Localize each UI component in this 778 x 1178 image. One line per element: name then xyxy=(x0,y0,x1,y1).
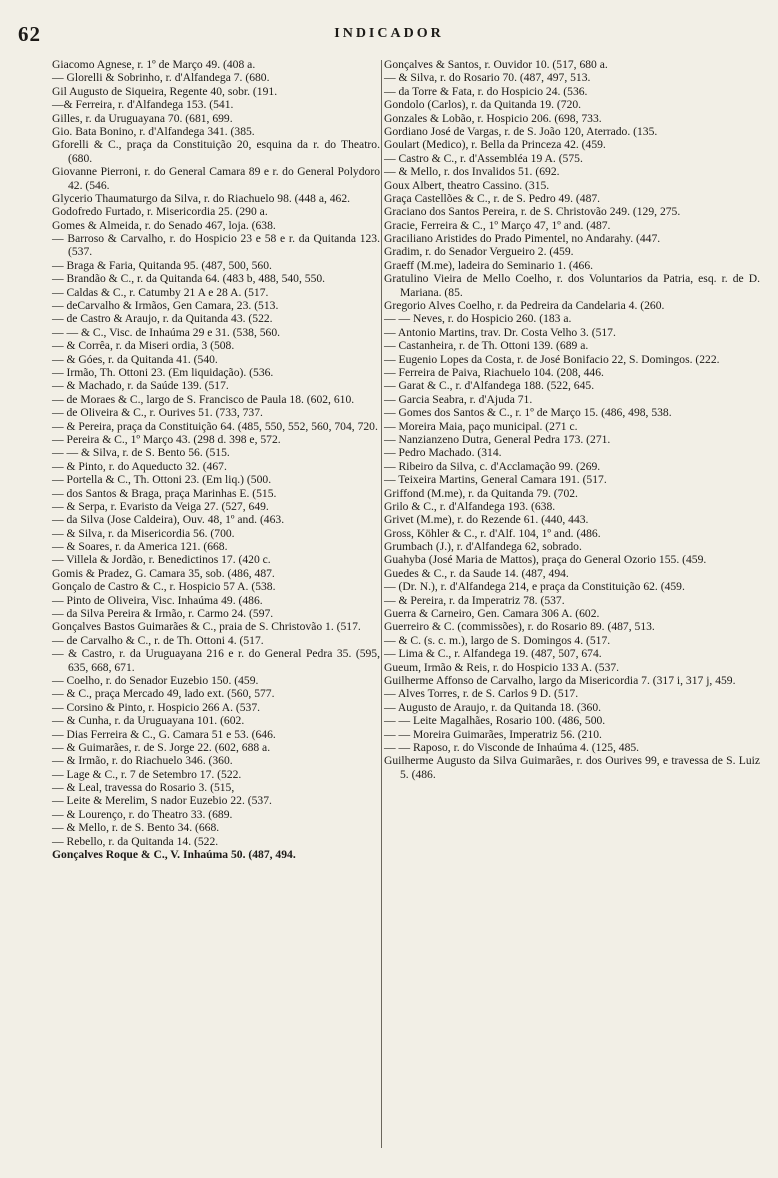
directory-entry: — da Silva Pereira & Irmão, r. Carmo 24. (597. xyxy=(52,607,274,621)
directory-entry: — Lage & C., r. 7 de Setembro 17. (522. xyxy=(52,767,242,781)
directory-entry: Guerreiro & C. (commissões), r. do Rosario 89. (487, 513. xyxy=(384,620,655,634)
directory-entry: — — Raposo, r. do Visconde de Inhaúma 4. (125, 485. xyxy=(384,740,640,754)
directory-entry: Gordiano José de Vargas, r. de S. João 120, Aterrado. (135. xyxy=(384,124,658,138)
directory-entry: — & C., praça Mercado 49, lado ext. (560, 577. xyxy=(52,687,275,701)
directory-entry: Gratulino Vieira de Mello Coelho, r. dos Voluntarios da Patria, esq. r. de D. Mariana. (85. xyxy=(384,272,760,299)
directory-entry: Grivet (M.me), r. do Rezende 61. (440, 443. xyxy=(384,513,589,527)
directory-entry: — Irmão, Th. Ottoni 23. (Em liquidação). (536. xyxy=(52,365,274,379)
directory-entry: Giacomo Agnese, r. 1º de Março 49. (408 a. xyxy=(52,58,256,71)
directory-entry: — Portella & C., Th. Ottoni 23. (Em liq.) (500. xyxy=(52,473,272,487)
directory-entry: — & Guimarães, r. de S. Jorge 22. (602, 688 a. xyxy=(52,740,271,754)
directory-entry: — de Carvalho & C., r. de Th. Ottoni 4. (517. xyxy=(52,633,264,647)
directory-entry: — Leite & Merelim, S nador Euzebio 22. (537. xyxy=(52,794,272,808)
directory-entry: — & Lourenço, r. do Theatro 33. (689. xyxy=(52,807,233,821)
directory-entry: Gonçalo de Castro & C., r. Hospicio 57 A. (538. xyxy=(52,580,276,594)
directory-entry: — Caldas & C., r. Catumby 21 A e 28 A. (517. xyxy=(52,285,269,299)
directory-entry: — Castro & C., r. d'Assembléa 19 A. (575. xyxy=(384,151,583,165)
directory-entry: Graciano dos Santos Pereira, r. de S. Christovão 249. (129, 275. xyxy=(384,205,681,219)
directory-entry: — dos Santos & Braga, praça Marinhas E. (515. xyxy=(52,486,277,500)
directory-entry: — Garat & C., r. d'Alfandega 188. (522, 645. xyxy=(384,379,595,393)
directory-entry: — Braga & Faria, Quitanda 95. (487, 500, 560. xyxy=(52,258,272,272)
directory-entry: Goulart (Medico), r. Bella da Princeza 42. (459. xyxy=(384,138,606,152)
directory-entry: Graça Castellões & C., r. de S. Pedro 49. (487. xyxy=(384,191,601,205)
directory-entry: Gonçalves Roque & C., V. Inhaúma 50. (487, 494. xyxy=(52,848,296,862)
directory-entry: Goux Albert, theatro Cassino. (315. xyxy=(384,178,550,192)
directory-entry: Guahyba (José Maria de Mattos), praça do General Ozorio 155. (459. xyxy=(384,553,707,567)
directory-entry: — Castanheira, r. de Th. Ottoni 139. (689 a. xyxy=(384,339,589,353)
directory-entry: — Lima & C., r. Alfandega 19. (487, 507, 674. xyxy=(384,647,602,661)
directory-entry: — Corsino & Pinto, r. Hospicio 266 A. (537. xyxy=(52,700,261,714)
directory-entry: Guilherme Affonso de Carvalho, largo da Misericordia 7. (317 i, 317 j, 459. xyxy=(384,673,736,687)
directory-entry: Griffond (M.me), r. da Quitanda 79. (702. xyxy=(384,486,578,500)
directory-entry: — & Cunha, r. da Uruguayana 101. (602. xyxy=(52,714,245,728)
directory-entry: —& Ferreira, r. d'Alfandega 153. (541. xyxy=(52,98,234,112)
directory-entry: — — & C., Visc. de Inhaúma 29 e 31. (538, 560. xyxy=(52,325,281,339)
directory-entry: Grilo & C., r. d'Alfandega 193. (638. xyxy=(384,499,556,513)
directory-entry: — Pereira & C., 1º Março 43. (298 d. 398 e, 572. xyxy=(52,432,281,446)
directory-entry: — Antonio Martins, trav. Dr. Costa Velho 3. (517. xyxy=(384,325,616,339)
directory-entry: — & Serpa, r. Evaristo da Veiga 27. (527, 649. xyxy=(52,499,269,513)
directory-entry: — & Leal, travessa do Rosario 3. (515, xyxy=(52,781,235,795)
directory-entry: — Glorelli & Sobrinho, r. d'Alfandega 7. (680. xyxy=(52,71,270,85)
directory-entry: Graciliano Aristides do Prado Pimentel, no Andarahy. (447. xyxy=(384,232,661,246)
directory-entry: — — Leite Magalhães, Rosario 100. (486, 500. xyxy=(384,714,606,728)
directory-entry: — (Dr. N.), r. d'Alfandega 214, e praça da Constituição 62. (459. xyxy=(384,580,685,594)
directory-entry: Gilles, r. da Uruguayana 70. (681, 699. xyxy=(52,111,233,125)
directory-entry: — & Castro, r. da Uruguayana 216 e r. do General Pedra 35. (595, 635, 668, 671. xyxy=(52,647,380,674)
directory-entry: Gomis & Pradez, G. Camara 35, sob. (486, 487. xyxy=(52,566,275,580)
directory-entry: — de Oliveira & C., r. Ourives 51. (733, 737. xyxy=(52,406,263,420)
directory-entry: — Nanzianzeno Dutra, General Pedra 173. (271. xyxy=(384,432,611,446)
directory-entry: Gforelli & C., praça da Constituição 20, esquina da r. do Theatro. (680. xyxy=(52,138,380,165)
directory-entry: — da Torre & Fata, r. do Hospicio 24. (536. xyxy=(384,84,588,98)
page-header xyxy=(18,22,760,46)
directory-entry: — & Góes, r. da Quitanda 41. (540. xyxy=(52,352,218,366)
directory-entry: — Villela & Jordão, r. Benedictinos 17. (420 c. xyxy=(52,553,271,567)
left-column xyxy=(52,58,380,861)
directory-entry: — Eugenio Lopes da Costa, r. de José Bonifacio 22, S. Domingos. (222. xyxy=(384,352,720,366)
directory-entry: — Augusto de Araujo, r. da Quitanda 18. (360. xyxy=(384,700,602,714)
directory-entry: — & Silva, r. da Misericordia 56. (700. xyxy=(52,526,235,540)
directory-entry: Gracie, Ferreira & C., 1º Março 47, 1º and. (487. xyxy=(384,218,611,232)
directory-entry: — & Pinto, r. do Aqueducto 32. (467. xyxy=(52,459,227,473)
directory-entry: Gueum, Irmão & Reis, r. do Hospicio 133 A. (537. xyxy=(384,660,620,674)
directory-entry: — Teixeira Martins, General Camara 191. (517. xyxy=(384,473,607,487)
right-column xyxy=(384,58,760,781)
directory-entry: — de Castro & Araujo, r. da Quitanda 43. (522. xyxy=(52,312,273,326)
directory-entry: Giovanne Pierroni, r. do General Camara 89 e r. do General Polydoro 42. (546. xyxy=(52,165,380,192)
directory-entry: Guilherme Augusto da Silva Guimarães, r. dos Ourives 99, e travessa de S. Luiz 5. (486. xyxy=(384,754,760,781)
directory-entry: — — Neves, r. do Hospicio 260. (183 a. xyxy=(384,312,572,326)
directory-entry: — — & Silva, r. de S. Bento 56. (515. xyxy=(52,446,230,460)
directory-entry: — Moreira Maia, paço municipal. (271 c. xyxy=(384,419,578,433)
directory-entry: — & Mello, r. de S. Bento 34. (668. xyxy=(52,821,220,835)
directory-entry: Gradim, r. do Senador Vergueiro 2. (459. xyxy=(384,245,574,259)
page-number: 62 xyxy=(18,22,41,46)
directory-entry: — & Soares, r. da America 121. (668. xyxy=(52,540,228,554)
directory-entry: — Ribeiro da Silva, c. d'Acclamação 99. (269. xyxy=(384,459,601,473)
directory-entry: — Dias Ferreira & C., G. Camara 51 e 53. (646. xyxy=(52,727,276,741)
directory-entry: Gonçalves & Santos, r. Ouvidor 10. (517, 680 a. xyxy=(384,58,608,71)
directory-entry: — & Pereira, r. da Imperatriz 78. (537. xyxy=(384,593,565,607)
directory-entry: Grumbach (J.), r. d'Alfandega 62, sobrado. xyxy=(384,540,582,554)
directory-entry: — Alves Torres, r. de S. Carlos 9 D. (517. xyxy=(384,687,579,701)
directory-entry: Godofredo Furtado, r. Misericordia 25. (290 a. xyxy=(52,205,268,219)
directory-entry: Glycerio Thaumaturgo da Silva, r. do Riachuelo 98. (448 a, 462. xyxy=(52,191,351,205)
directory-entry: Gonçalves Bastos Guimarães & C., praia de S. Christovão 1. (517. xyxy=(52,620,361,634)
directory-entry: Gomes & Almeida, r. do Senado 467, loja. (638. xyxy=(52,218,276,232)
directory-entry: — — Moreira Guimarães, Imperatriz 56. (210. xyxy=(384,727,602,741)
directory-entry: — & Pereira, praça da Constituição 64. (485, 550, 552, 560, 704, 720. xyxy=(52,419,378,433)
directory-entry: — Pinto de Oliveira, Visc. Inhaúma 49. (486. xyxy=(52,593,263,607)
directory-entry: Guedes & C., r. da Saude 14. (487, 494. xyxy=(384,566,569,580)
directory-entry: — Pedro Machado. (314. xyxy=(384,446,502,460)
directory-entry: Gross, Köhler & C., r. d'Alf. 104, 1º and. (486. xyxy=(384,526,601,540)
directory-entry: — Ferreira de Paiva, Riachuelo 104. (208, 446. xyxy=(384,365,604,379)
directory-entry: — & Silva, r. do Rosario 70. (487, 497, 513. xyxy=(384,71,591,85)
directory-entry: Gil Augusto de Siqueira, Regente 40, sobr. (191. xyxy=(52,84,278,98)
column-divider xyxy=(381,60,382,1148)
directory-entry: — Barroso & Carvalho, r. do Hospicio 23 e 58 e r. da Quitanda 123. (537. xyxy=(52,232,380,259)
directory-entry: Gondolo (Carlos), r. da Quitanda 19. (720. xyxy=(384,98,582,112)
directory-entry: — deCarvalho & Irmãos, Gen Camara, 23. (513. xyxy=(52,299,279,313)
directory-entry: — Brandão & C., r. da Quitanda 64. (483 b, 488, 540, 550. xyxy=(52,272,326,286)
directory-entry: — Coelho, r. do Senador Euzebio 150. (459. xyxy=(52,673,259,687)
directory-entry: Gio. Bata Bonino, r. d'Alfandega 341. (385. xyxy=(52,124,255,138)
directory-entry: Gonzales & Lobão, r. Hospicio 206. (698, 733. xyxy=(384,111,602,125)
directory-entry: Gregorio Alves Coelho, r. da Pedreira da Candelaria 4. (260. xyxy=(384,299,665,313)
directory-entry: Graeff (M.me), ladeira do Seminario 1. (466. xyxy=(384,258,594,272)
directory-entry: — & Machado, r. da Saúde 139. (517. xyxy=(52,379,229,393)
directory-entry: — de Moraes & C., largo de S. Francisco de Paula 18. (602, 610. xyxy=(52,392,355,406)
directory-entry: — Rebello, r. da Quitanda 14. (522. xyxy=(52,834,219,848)
directory-entry: — & Irmão, r. do Riachuelo 346. (360. xyxy=(52,754,233,768)
directory-entry: — & C. (s. c. m.), largo de S. Domingos 4. (517. xyxy=(384,633,611,647)
directory-entry: — da Silva (Jose Caldeira), Ouv. 48, 1º and. (463. xyxy=(52,513,285,527)
running-title: INDICADOR xyxy=(334,26,444,41)
directory-entry: — & Mello, r. dos Invalidos 51. (692. xyxy=(384,165,560,179)
directory-entry: — & Corrêa, r. da Miseri ordia, 3 (508. xyxy=(52,339,235,353)
directory-entry: Guerra & Carneiro, Gen. Camara 306 A. (602. xyxy=(384,607,600,621)
directory-entry: — Garcia Seabra, r. d'Ajuda 71. xyxy=(384,392,533,406)
directory-entry: — Gomes dos Santos & C., r. 1º de Março 15. (486, 498, 538. xyxy=(384,406,672,420)
